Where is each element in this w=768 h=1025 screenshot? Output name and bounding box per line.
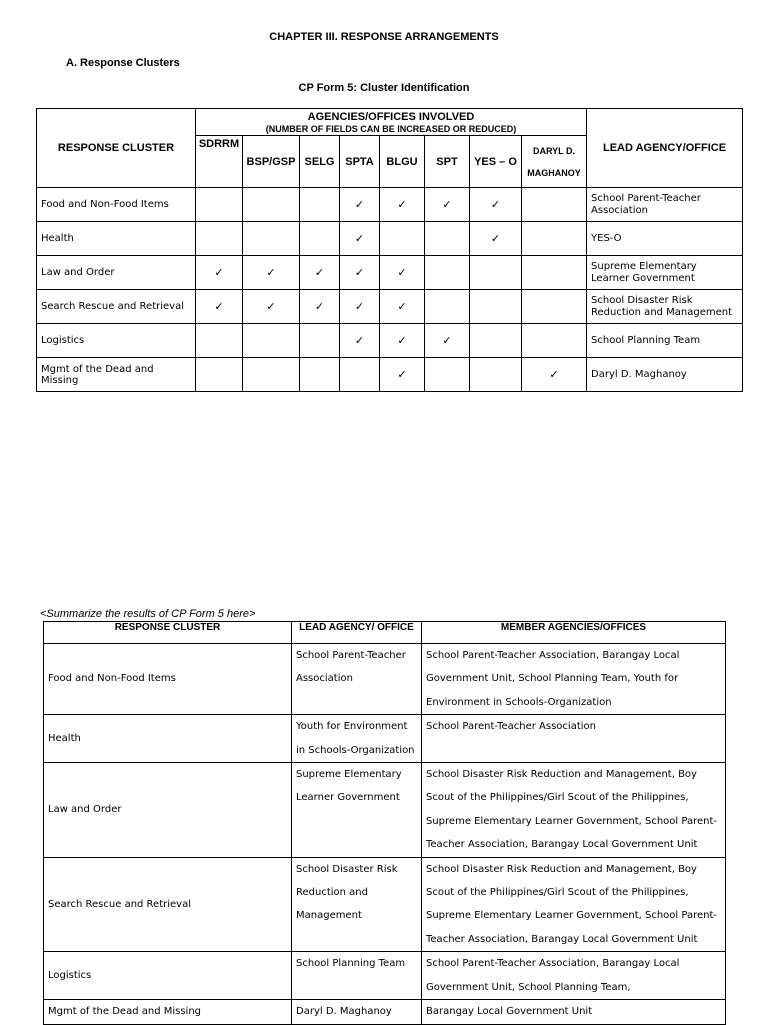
check-mark-cell: ✓ — [380, 188, 425, 222]
check-mark-cell: ✓ — [196, 256, 243, 290]
empty-cell — [300, 358, 340, 392]
section-title: A. Response Clusters — [66, 57, 180, 69]
check-mark-cell: ✓ — [243, 256, 300, 290]
summary-row — [44, 644, 726, 715]
empty-cell — [522, 256, 587, 290]
cluster-name-cell: Mgmt of the Dead and Missing — [37, 358, 196, 392]
cluster-row — [37, 222, 743, 256]
check-mark-cell: ✓ — [340, 290, 380, 324]
summary-members-cell: School Disaster Risk Reduction and Management, Boy Scout of the Philippines/Girl Scout of the Philippines, Supreme Elementary Learner Government, School Parent-Teacher Association, Barangay Local Government Unit — [422, 763, 726, 858]
empty-cell — [522, 324, 587, 358]
summary-cluster-cell: Logistics — [44, 952, 292, 1000]
agency-header: SPT — [425, 136, 470, 188]
header-agencies-involved — [196, 109, 587, 136]
summary-header-members: MEMBER AGENCIES/OFFICES — [422, 622, 726, 644]
empty-cell — [243, 188, 300, 222]
cluster-row — [37, 290, 743, 324]
check-mark-cell: ✓ — [425, 324, 470, 358]
agency-header: DARYL D. MAGHANOY — [522, 136, 587, 188]
cluster-row — [37, 324, 743, 358]
empty-cell — [243, 358, 300, 392]
check-mark-cell: ✓ — [340, 256, 380, 290]
agency-header: SDRRM — [196, 136, 243, 188]
check-mark-cell: ✓ — [340, 324, 380, 358]
summary-table-body — [44, 644, 726, 1025]
summary-cluster-cell: Law and Order — [44, 763, 292, 858]
cluster-identification-table — [36, 108, 743, 392]
empty-cell — [196, 358, 243, 392]
check-mark-cell: ✓ — [196, 290, 243, 324]
cluster-name-cell: Search Rescue and Retrieval — [37, 290, 196, 324]
empty-cell — [340, 358, 380, 392]
empty-cell — [300, 324, 340, 358]
summary-cluster-cell: Search Rescue and Retrieval — [44, 857, 292, 952]
empty-cell — [522, 188, 587, 222]
agency-header: BSP/GSP — [243, 136, 300, 188]
empty-cell — [470, 358, 522, 392]
check-mark-cell: ✓ — [380, 358, 425, 392]
empty-cell — [470, 290, 522, 324]
check-mark-cell: ✓ — [300, 256, 340, 290]
empty-cell — [522, 222, 587, 256]
summary-row — [44, 857, 726, 952]
summary-lead-cell: Youth for Environment in Schools-Organization — [292, 715, 422, 763]
summary-cluster-cell: Mgmt of the Dead and Missing — [44, 1000, 292, 1024]
summary-cluster-cell: Health — [44, 715, 292, 763]
empty-cell — [243, 222, 300, 256]
summary-cluster-cell: Food and Non-Food Items — [44, 644, 292, 715]
summary-row — [44, 763, 726, 858]
cluster-name-cell: Logistics — [37, 324, 196, 358]
form-title: CP Form 5: Cluster Identification — [298, 82, 470, 94]
summary-lead-cell: Daryl D. Maghanoy — [292, 1000, 422, 1024]
summary-members-cell: School Disaster Risk Reduction and Management, Boy Scout of the Philippines/Girl Scout of the Philippines, Supreme Elementary Learner Government, School Parent-Teacher Association, Barangay Local Government Unit — [422, 857, 726, 952]
lead-agency-cell: Supreme Elementary Learner Government — [587, 256, 743, 290]
agency-header: SELG — [300, 136, 340, 188]
check-mark-cell: ✓ — [380, 290, 425, 324]
empty-cell — [196, 188, 243, 222]
lead-agency-cell: Daryl D. Maghanoy — [587, 358, 743, 392]
empty-cell — [470, 324, 522, 358]
check-mark-cell: ✓ — [522, 358, 587, 392]
check-mark-cell: ✓ — [470, 222, 522, 256]
summary-table — [43, 621, 726, 1025]
summary-header-lead: LEAD AGENCY/ OFFICE — [292, 622, 422, 644]
summary-lead-cell: Supreme Elementary Learner Government — [292, 763, 422, 858]
agency-header: YES – O — [470, 136, 522, 188]
empty-cell — [300, 188, 340, 222]
empty-cell — [425, 256, 470, 290]
empty-cell — [470, 256, 522, 290]
check-mark-cell: ✓ — [425, 188, 470, 222]
empty-cell — [380, 222, 425, 256]
lead-agency-cell: School Disaster Risk Reduction and Management — [587, 290, 743, 324]
summary-row — [44, 715, 726, 763]
cluster-row — [37, 256, 743, 290]
check-mark-cell: ✓ — [470, 188, 522, 222]
cluster-row — [37, 358, 743, 392]
empty-cell — [243, 324, 300, 358]
cluster-name-cell: Health — [37, 222, 196, 256]
empty-cell — [196, 222, 243, 256]
summary-header-cluster: RESPONSE CLUSTER — [44, 622, 292, 644]
check-mark-cell: ✓ — [340, 188, 380, 222]
cluster-name-cell: Food and Non-Food Items — [37, 188, 196, 222]
check-mark-cell: ✓ — [340, 222, 380, 256]
agencies-note: (NUMBER OF FIELDS CAN BE INCREASED OR REDUCED) — [265, 124, 517, 134]
summary-members-cell: Barangay Local Government Unit — [422, 1000, 726, 1024]
summary-members-cell: School Parent-Teacher Association — [422, 715, 726, 763]
chapter-title: CHAPTER III. RESPONSE ARRANGEMENTS — [269, 31, 499, 43]
summary-members-cell: School Parent-Teacher Association, Barangay Local Government Unit, School Planning Team, Youth for Environment in Schools-Organization — [422, 644, 726, 715]
agency-header: SPTA — [340, 136, 380, 188]
check-mark-cell: ✓ — [300, 290, 340, 324]
lead-agency-cell: YES-O — [587, 222, 743, 256]
header-lead-agency: LEAD AGENCY/OFFICE — [587, 109, 743, 188]
empty-cell — [522, 290, 587, 324]
lead-agency-cell: School Parent-Teacher Association — [587, 188, 743, 222]
summary-lead-cell: School Planning Team — [292, 952, 422, 1000]
summary-instruction: <Summarize the results of CP Form 5 here> — [40, 608, 256, 620]
check-mark-cell: ✓ — [380, 324, 425, 358]
summary-lead-cell: School Disaster Risk Reduction and Management — [292, 857, 422, 952]
header-response-cluster: RESPONSE CLUSTER — [37, 109, 196, 188]
check-mark-cell: ✓ — [243, 290, 300, 324]
cluster-name-cell: Law and Order — [37, 256, 196, 290]
empty-cell — [300, 222, 340, 256]
agencies-heading: AGENCIES/OFFICES INVOLVED — [307, 111, 475, 123]
empty-cell — [425, 358, 470, 392]
empty-cell — [196, 324, 243, 358]
cluster-row — [37, 188, 743, 222]
agency-header: BLGU — [380, 136, 425, 188]
summary-row — [44, 952, 726, 1000]
summary-lead-cell: School Parent-Teacher Association — [292, 644, 422, 715]
lead-agency-cell: School Planning Team — [587, 324, 743, 358]
cluster-table-body — [37, 188, 743, 392]
summary-members-cell: School Parent-Teacher Association, Barangay Local Government Unit, School Planning Team, — [422, 952, 726, 1000]
summary-row — [44, 1000, 726, 1024]
empty-cell — [425, 290, 470, 324]
empty-cell — [425, 222, 470, 256]
check-mark-cell: ✓ — [380, 256, 425, 290]
